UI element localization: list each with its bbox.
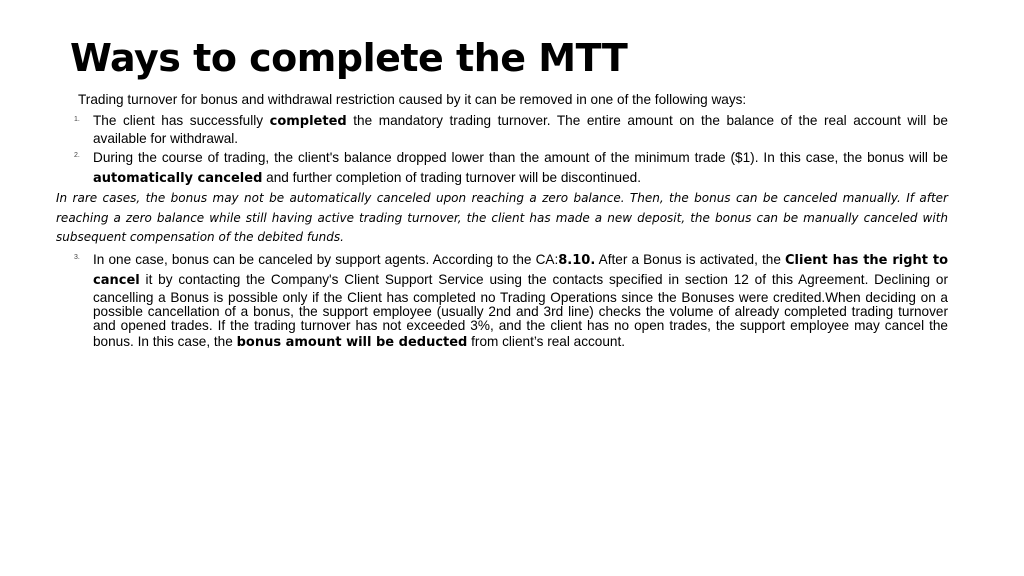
- list-item-1: [56, 112, 948, 146]
- list-item-3-text-part: In one case, bonus can be canceled by support agents. According to the CA:: [93, 251, 559, 267]
- bold-section-number: 8.10.: [558, 252, 596, 268]
- list-item-3-text-part: After a Bonus is activated, the: [595, 251, 785, 267]
- list-item-1-text-part: The client has successfully: [93, 113, 270, 128]
- list-item-1-text-part: the mandatory trading turnover. The entire amount on the balance of the real account will be available for withdrawal.: [93, 113, 948, 146]
- intro-text: Trading turnover for bonus and withdrawal restriction caused by it can be removed in one of the following ways:: [78, 92, 747, 107]
- list-item-2-text: [93, 148, 948, 189]
- list-item-2-text-part: and further completion of trading turnover will be discontinued.: [262, 170, 641, 185]
- bold-bonus-deducted: bonus amount will be deducted: [236, 334, 468, 350]
- list-number-3: 3.: [74, 253, 80, 261]
- list-item-3: [56, 250, 948, 353]
- list-item-3-text-part: it by contacting the Company's Client Support Service using the contacts specified in section 12 of this Agreement. Declining or cancelling a Bonus is possible only if the Client has completed no Trading Operations since the Bonuses were credited.When deciding on a possible cancellation of a bonus, the support employee (usually 2nd and 3rd line) checks the volume of already completed trading turnover and opened trades. If the trading turnover has not exceeded 3%, and the client has no open trades, the support employee may cancel the bonus. In this case, the: [93, 271, 948, 349]
- bold-client-right-to-cancel: Client has the right to cancel: [93, 252, 948, 288]
- italic-note: In rare cases, the bonus may not be automatically canceled upon reaching a zero balance. Then, the bonus can be canceled manually. If after reaching a zero balance while still having active trading turnover, the client has made a new deposit, the bonus can be manually canceled with subsequent compensation of the debited funds.: [56, 191, 948, 244]
- list-number-2: 2.: [74, 152, 80, 159]
- list-item-3-text-part: from client’s real account.: [467, 333, 626, 349]
- slide-title: Ways to complete the MTT: [70, 36, 628, 80]
- list-item-1-text: [93, 112, 948, 146]
- bold-automatically-canceled: automatically canceled: [93, 171, 263, 186]
- bold-completed: completed: [269, 114, 347, 129]
- list-number-1: 1.: [74, 116, 80, 123]
- list-item-2: [56, 148, 948, 189]
- slide-body: [56, 92, 948, 353]
- list-item-2-text-part: During the course of trading, the client's balance dropped lower than the amount of the minimum trade ($1). In this case, the bonus will be: [93, 150, 948, 165]
- list-item-3-text: [93, 250, 948, 353]
